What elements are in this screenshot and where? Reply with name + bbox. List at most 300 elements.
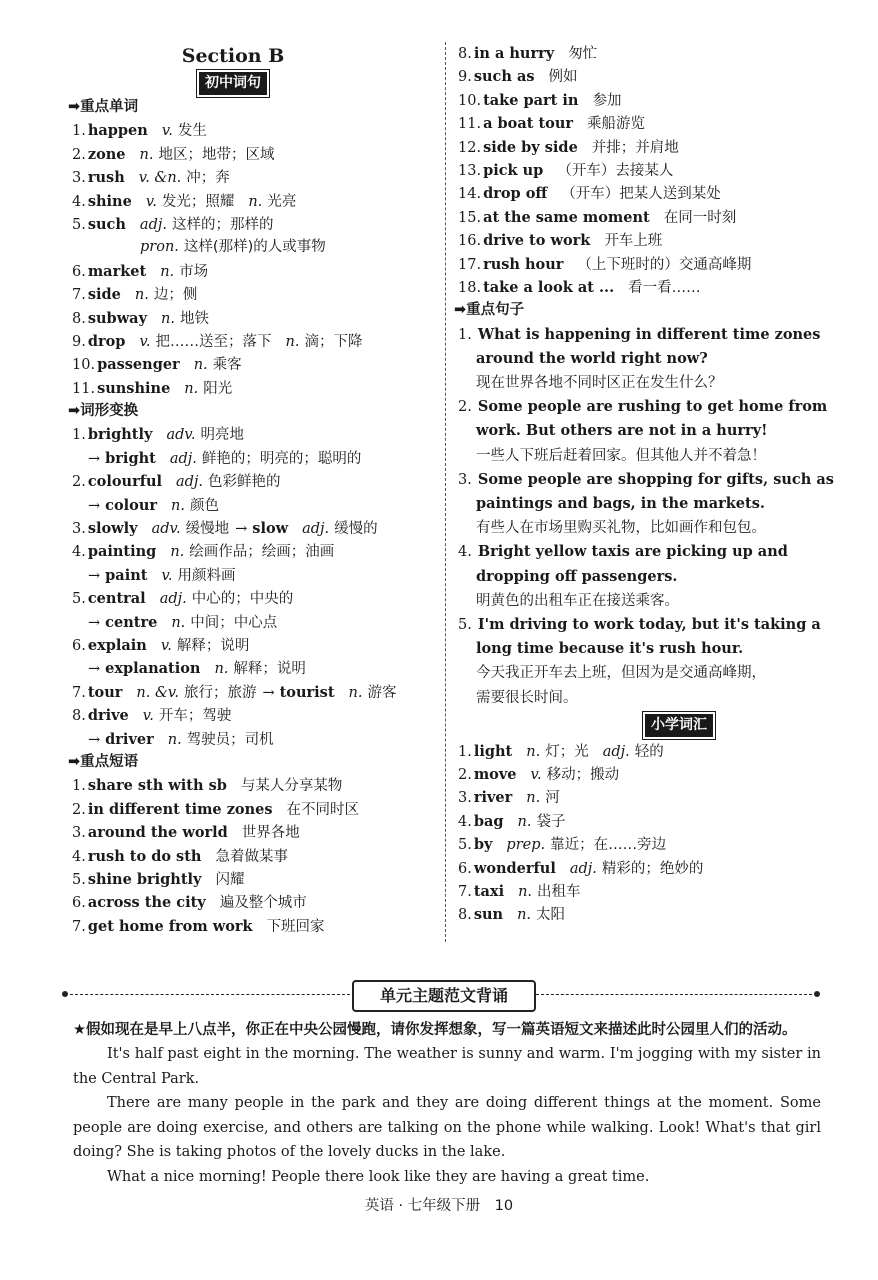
item-number: 18. xyxy=(458,279,482,296)
transform-row xyxy=(72,728,434,751)
item-number: 3. xyxy=(72,170,86,187)
item-number: 11. xyxy=(458,116,482,133)
item-pos: n. xyxy=(526,790,541,807)
item-number: 5. xyxy=(458,616,472,633)
sentence-en-line xyxy=(458,637,820,661)
transforms-list xyxy=(72,423,434,750)
arrow-glyph: → xyxy=(88,567,101,584)
item-pos: adj. xyxy=(602,743,630,760)
transform-row xyxy=(72,634,434,657)
sentence-en-line xyxy=(458,492,820,516)
item-meaning: 出租车 xyxy=(537,884,581,901)
item-number: 7. xyxy=(72,684,86,701)
phrase-meaning: 闪耀 xyxy=(215,871,245,888)
item-meaning: 缓慢的 xyxy=(334,521,378,538)
item-number: 4. xyxy=(458,544,472,561)
item-number: 2. xyxy=(72,146,86,163)
item-meaning: 乘客 xyxy=(212,357,242,374)
item-word: light xyxy=(473,742,513,760)
phrase-row xyxy=(458,65,820,88)
heading-words: ➡重点单词 xyxy=(68,99,139,115)
item-word: brightly xyxy=(87,426,153,444)
item-number: 12. xyxy=(458,139,482,156)
sentence-item xyxy=(458,395,828,468)
item-number: 17. xyxy=(458,256,482,273)
item-meaning: 缓慢地 xyxy=(185,521,230,538)
item-meaning: 河 xyxy=(545,790,560,807)
phrase-text: such as xyxy=(473,68,535,86)
phrase-meaning: （开车）把某人送到某处 xyxy=(561,186,721,203)
item-number: 7. xyxy=(72,918,86,935)
item-word: such xyxy=(87,215,126,233)
word-row xyxy=(72,213,434,236)
item-meaning: 移动；搬动 xyxy=(546,767,620,784)
phrase-text: a boat tour xyxy=(483,115,574,133)
item-pos: v. xyxy=(161,123,173,140)
word-row xyxy=(72,283,434,306)
sentence-en-line xyxy=(458,613,820,637)
sentence-en-line xyxy=(458,419,820,443)
item-word: tourist xyxy=(279,683,335,701)
phrase-meaning: 下班回家 xyxy=(266,918,325,935)
page-footer: 英语 · 七年级下册 10 xyxy=(364,1198,514,1214)
item-number: 6. xyxy=(458,860,472,877)
sentence-english: long time because it's rush hour. xyxy=(476,640,744,658)
phrase-text: drop off xyxy=(483,185,548,203)
item-pos: n. xyxy=(134,287,149,304)
item-pos: n. xyxy=(517,907,532,924)
item-pos: pron. xyxy=(140,239,179,256)
primary-word-row xyxy=(458,810,820,833)
sentence-english: around the world right now? xyxy=(476,349,708,367)
transform-row xyxy=(72,494,434,517)
essay-paragraph: There are many people in the park and they are doing different things at the moment. Some people are doing exercise, and others are talking on the phone while walking. Look! What's that girl doing? She is taking photos of the lovely ducks in the lake. xyxy=(73,1095,821,1160)
sentence-en-line xyxy=(458,540,820,564)
item-number: 8. xyxy=(458,46,472,62)
item-number: 1. xyxy=(72,123,86,140)
phrase-meaning: 世界各地 xyxy=(241,825,300,842)
phrase-text: at the same moment xyxy=(483,208,650,226)
item-pos: n. xyxy=(170,544,185,561)
item-meaning: 灯；光 xyxy=(545,743,589,760)
item-pos: n. xyxy=(517,813,532,830)
phrase-text: drive to work xyxy=(483,232,591,250)
sentence-english: Some people are shopping for gifts, such as xyxy=(477,470,834,488)
phrases-list-right xyxy=(458,42,820,299)
phrases-list-left xyxy=(72,774,434,938)
primary-word-row xyxy=(458,786,820,809)
sentence-english: dropping off passengers. xyxy=(476,567,678,585)
item-pos: n. xyxy=(171,497,185,514)
heading-transforms: ➡词形变换 xyxy=(68,403,139,420)
item-meaning: 旅行；旅游 xyxy=(183,684,257,701)
transform-row xyxy=(72,587,434,610)
item-pos: n. xyxy=(518,884,533,901)
item-number: 1. xyxy=(72,427,86,444)
transform-row xyxy=(72,704,434,727)
item-meaning: 发光；照耀 xyxy=(161,193,235,210)
item-pos: adj. xyxy=(302,521,330,538)
item-meaning: 明亮地 xyxy=(200,427,244,444)
primary-word-row xyxy=(458,763,820,786)
item-number: 14. xyxy=(458,186,482,203)
essay-prompt: ★假如现在是早上八点半，你正在中央公园慢跑，请你发挥想象，写一篇英语短文来描述此时公园里人们的活动。 xyxy=(73,1022,797,1038)
word-row xyxy=(72,353,434,376)
badge-wrap-primary xyxy=(538,712,820,738)
item-meaning: 光亮 xyxy=(267,193,297,210)
phrase-text: in different time zones xyxy=(87,800,273,818)
phrase-text: rush hour xyxy=(483,255,564,273)
dot-left xyxy=(62,991,68,997)
item-pos: n. xyxy=(167,731,182,748)
phrase-meaning: 急着做某事 xyxy=(215,848,288,865)
item-word: central xyxy=(87,590,146,608)
phrase-meaning: 开车上班 xyxy=(604,233,663,250)
item-number: 4. xyxy=(72,848,86,865)
column-divider xyxy=(445,42,446,942)
transform-row xyxy=(72,423,434,446)
item-number: 2. xyxy=(72,474,86,491)
item-word: centre xyxy=(105,613,158,631)
item-meaning: 这样的；那样的 xyxy=(171,216,274,233)
item-number: 4. xyxy=(72,193,86,210)
phrase-row xyxy=(72,845,434,868)
phrase-text: rush to do sth xyxy=(87,847,202,865)
sentence-english: Bright yellow taxis are picking up and xyxy=(477,543,788,561)
sentence-english: paintings and bags, in the markets. xyxy=(476,495,765,512)
phrase-meaning: 参加 xyxy=(592,92,622,109)
item-meaning: 色彩鲜艳的 xyxy=(208,474,281,491)
item-word: side xyxy=(87,286,121,304)
phrase-text: share sth with sb xyxy=(87,777,227,795)
sentence-en-line xyxy=(458,323,820,347)
phrase-row xyxy=(458,136,820,159)
item-word: sun xyxy=(473,906,504,924)
item-pos: adv. xyxy=(166,427,196,444)
phrase-text: side by side xyxy=(483,138,578,156)
item-pos: n. xyxy=(248,193,263,210)
item-word: shine xyxy=(87,192,132,210)
item-meaning: 用颜料画 xyxy=(177,567,236,584)
primary-word-row xyxy=(458,880,820,903)
item-word: wonderful xyxy=(473,859,556,877)
sentence-item xyxy=(458,613,820,710)
item-number: 10. xyxy=(458,92,482,109)
word-row xyxy=(72,260,434,283)
item-number: 8. xyxy=(458,907,472,924)
item-meaning: 游客 xyxy=(367,684,397,701)
item-word: colour xyxy=(105,496,158,514)
word-row xyxy=(72,119,434,142)
sentence-chinese: 有些人在市场里购买礼物，比如画作和包包。 xyxy=(476,520,766,537)
item-pos: adv. xyxy=(151,521,181,538)
phrase-text: pick up xyxy=(483,161,544,179)
right-column xyxy=(454,42,834,927)
phrase-text: in a hurry xyxy=(473,45,555,62)
item-word: market xyxy=(87,262,147,280)
item-meaning: 中间；中心点 xyxy=(190,614,278,631)
arrow-glyph: → xyxy=(88,450,101,467)
item-pos: n. xyxy=(193,357,208,374)
word-row xyxy=(72,143,434,166)
item-pos: adj. xyxy=(569,860,597,877)
item-meaning: 解释；说明 xyxy=(176,637,250,654)
item-number: 3. xyxy=(72,825,86,842)
item-pos: n. xyxy=(171,614,186,631)
phrase-row xyxy=(72,798,434,821)
item-number: 8. xyxy=(72,708,86,725)
transform-row xyxy=(72,540,434,563)
phrase-row xyxy=(458,42,820,65)
phrase-row xyxy=(458,159,820,182)
item-pos: n. xyxy=(160,263,175,280)
heading-sentences: ➡重点句子 xyxy=(454,302,525,319)
dot-right xyxy=(814,991,820,997)
item-number: 16. xyxy=(458,233,482,250)
phrase-row xyxy=(72,774,434,797)
item-pos: v. xyxy=(145,193,157,210)
phrase-text: take a look at ... xyxy=(483,278,615,296)
item-number: 2. xyxy=(458,399,472,416)
theme-title: 单元主题范文背诵 xyxy=(352,980,536,1012)
arrow-glyph: → xyxy=(235,521,248,538)
word-row xyxy=(72,190,434,213)
phrase-row xyxy=(458,276,820,299)
phrase-row xyxy=(72,915,434,938)
item-pos: n. xyxy=(184,380,199,397)
item-meaning: 绘画作品；绘画；油画 xyxy=(189,544,335,561)
transform-row xyxy=(72,470,434,493)
phrase-meaning: （上下班时的）交通高峰期 xyxy=(577,256,752,273)
left-column xyxy=(68,42,434,938)
item-word: explain xyxy=(87,636,147,654)
word-row xyxy=(72,166,434,189)
item-pos: adj. xyxy=(159,591,187,608)
item-meaning: 阳光 xyxy=(203,380,233,397)
item-number: 2. xyxy=(72,801,86,818)
transform-row xyxy=(72,681,434,704)
sentence-english: What is happening in different time zones xyxy=(477,325,821,343)
item-number: 6. xyxy=(72,263,86,280)
item-number: 1. xyxy=(72,778,86,795)
phrase-meaning: 在同一时刻 xyxy=(663,209,737,226)
transform-row xyxy=(72,564,434,587)
primary-words-list xyxy=(458,740,820,927)
phrase-row xyxy=(72,821,434,844)
item-word: river xyxy=(473,789,513,807)
item-number: 7. xyxy=(458,884,472,901)
phrase-text: get home from work xyxy=(87,917,253,935)
item-meaning: 轻的 xyxy=(634,743,664,760)
phrase-meaning: 在不同时区 xyxy=(286,801,360,818)
item-word: passenger xyxy=(97,356,180,374)
phrase-row xyxy=(72,868,434,891)
essay-paragraph: It's half past eight in the morning. The weather is sunny and warm. I'm jogging with my sister in the Central Park. xyxy=(73,1046,821,1087)
sentence-en-line xyxy=(458,565,820,589)
item-number: 5. xyxy=(72,216,86,233)
item-meaning: 鲜艳的；明亮的；聪明的 xyxy=(201,450,362,467)
theme-bar xyxy=(62,980,820,1010)
item-pos: v. xyxy=(139,333,151,350)
sentence-en-line xyxy=(458,395,828,419)
item-word: colourful xyxy=(87,473,162,491)
transform-row xyxy=(72,447,434,470)
sentence-item xyxy=(458,323,820,396)
words-list xyxy=(72,119,434,400)
item-word: by xyxy=(473,836,493,854)
phrase-meaning: 乘船游览 xyxy=(587,116,646,133)
item-number: 5. xyxy=(458,837,472,854)
dash-right xyxy=(536,994,812,995)
section-title: Section B xyxy=(181,45,285,67)
item-word: painting xyxy=(87,543,157,561)
primary-word-row xyxy=(458,833,820,856)
essay xyxy=(73,1018,821,1189)
item-word: drive xyxy=(87,707,129,725)
arrow-glyph: → xyxy=(88,614,101,631)
essay-paragraph: What a nice morning! People there look like they are having a great time. xyxy=(107,1168,650,1185)
phrase-row xyxy=(458,89,820,112)
item-pos: n. xyxy=(214,661,229,678)
item-number: 9. xyxy=(72,333,86,350)
item-meaning: 市场 xyxy=(179,263,209,280)
dash-left xyxy=(70,994,350,995)
item-meaning: 开车；驾驶 xyxy=(158,708,232,725)
item-number: 1. xyxy=(458,743,472,760)
item-meaning: 发生 xyxy=(177,123,207,140)
item-pos: v. xyxy=(160,637,172,654)
phrase-meaning: 匆忙 xyxy=(568,46,598,62)
item-pos: adj. xyxy=(139,216,167,233)
junior-badge: 初中词句 xyxy=(197,70,269,97)
item-meaning: 边；侧 xyxy=(153,287,198,304)
item-meaning: 太阳 xyxy=(536,907,566,924)
primary-word-row xyxy=(458,903,820,926)
item-meaning: 地区；地带；区域 xyxy=(158,146,275,163)
item-word: bag xyxy=(473,812,504,830)
item-pos: v. xyxy=(161,567,173,584)
sentence-en-line xyxy=(458,468,834,492)
item-pos: v. xyxy=(530,767,542,784)
item-number: 5. xyxy=(72,591,86,608)
item-word: slowly xyxy=(87,520,138,538)
phrase-meaning: 例如 xyxy=(548,69,578,86)
item-number: 4. xyxy=(458,813,472,830)
phrase-meaning: 与某人分享某物 xyxy=(240,778,343,795)
sentence-english: I'm driving to work today, but it's taking a xyxy=(477,615,821,633)
sentence-chinese: 一些人下班后赶着回家。但其他人并不着急！ xyxy=(476,447,766,464)
item-pos: n. xyxy=(348,684,363,701)
item-pos: v. xyxy=(142,708,154,725)
item-number: 15. xyxy=(458,209,482,226)
item-number: 9. xyxy=(458,69,472,86)
arrow-glyph: → xyxy=(262,684,275,701)
item-number: 7. xyxy=(72,287,86,304)
phrase-row xyxy=(458,229,820,252)
phrase-text: around the world xyxy=(87,824,228,842)
phrase-meaning: 遍及整个城市 xyxy=(219,895,307,912)
item-meaning: 地铁 xyxy=(179,310,209,327)
phrase-meaning: 看一看…… xyxy=(628,279,701,296)
transform-row xyxy=(72,611,434,634)
item-number: 6. xyxy=(72,895,86,912)
item-meaning: 靠近；在……旁边 xyxy=(550,837,667,854)
item-number: 2. xyxy=(458,767,472,784)
sentence-chinese: 明黄色的出租车正在接送乘客。 xyxy=(476,592,679,609)
arrow-glyph: → xyxy=(88,731,101,748)
heading-phrases: ➡重点短语 xyxy=(68,753,139,770)
item-meaning: 冲；奔 xyxy=(186,170,230,187)
item-pos: n. xyxy=(161,310,175,327)
word-row xyxy=(72,377,434,400)
word-row xyxy=(72,330,434,353)
item-pos: adj. xyxy=(169,450,197,467)
item-meaning: 颜色 xyxy=(189,497,219,514)
item-word: zone xyxy=(87,145,126,163)
item-meaning: 中心的；中央的 xyxy=(191,591,294,608)
phrase-row xyxy=(458,182,820,205)
arrow-glyph: → xyxy=(88,497,101,514)
phrase-text: take part in xyxy=(483,91,579,109)
item-word: bright xyxy=(105,449,156,467)
item-meaning: 这样(那样)的人或事物 xyxy=(183,239,326,256)
item-word: paint xyxy=(105,566,148,584)
item-meaning: 精彩的；绝妙的 xyxy=(601,860,704,877)
sentence-chinese: 今天我正开车去上班，但因为是交通高峰期， xyxy=(476,665,766,682)
item-number: 6. xyxy=(72,637,86,654)
phrase-meaning: （开车）去接某人 xyxy=(557,162,674,179)
item-pos: adj. xyxy=(176,474,204,491)
phrase-meaning: 并排；并肩地 xyxy=(591,139,679,156)
item-pos: v. &n. xyxy=(138,170,182,187)
item-word: taxi xyxy=(473,883,505,901)
item-number: 11. xyxy=(72,380,96,397)
item-pos: n. xyxy=(526,743,541,760)
phrase-row xyxy=(72,891,434,914)
item-word: tour xyxy=(87,683,123,701)
item-word: move xyxy=(473,766,517,784)
item-word: drop xyxy=(87,332,126,350)
item-pos: n. xyxy=(139,146,154,163)
item-word: happen xyxy=(87,122,148,140)
item-pos: prep. xyxy=(506,837,546,854)
sentence-chinese: 需要很长时间。 xyxy=(476,689,578,706)
sentence-english: Some people are rushing to get home from xyxy=(477,398,828,416)
item-number: 3. xyxy=(72,521,86,538)
item-number: 3. xyxy=(458,471,472,488)
phrase-text: across the city xyxy=(87,894,206,912)
word-row xyxy=(72,307,434,330)
phrase-text: shine brightly xyxy=(87,870,202,888)
item-number: 3. xyxy=(458,790,472,807)
sentence-item xyxy=(458,468,834,541)
phrase-row xyxy=(458,112,820,135)
item-word: subway xyxy=(87,309,147,327)
item-number: 13. xyxy=(458,162,482,179)
item-number: 4. xyxy=(72,544,86,561)
transform-row xyxy=(72,657,434,680)
item-word: slow xyxy=(252,520,289,538)
primary-badge: 小学词汇 xyxy=(643,712,715,739)
sentence-chinese: 现在世界各地不同时区正在发生什么？ xyxy=(476,375,723,392)
item-number: 1. xyxy=(458,326,472,343)
transform-row xyxy=(72,517,434,540)
phrase-row xyxy=(458,253,820,276)
primary-word-row xyxy=(458,857,820,880)
badge-wrap xyxy=(32,70,434,96)
item-number: 8. xyxy=(72,310,86,327)
phrase-row xyxy=(458,206,820,229)
